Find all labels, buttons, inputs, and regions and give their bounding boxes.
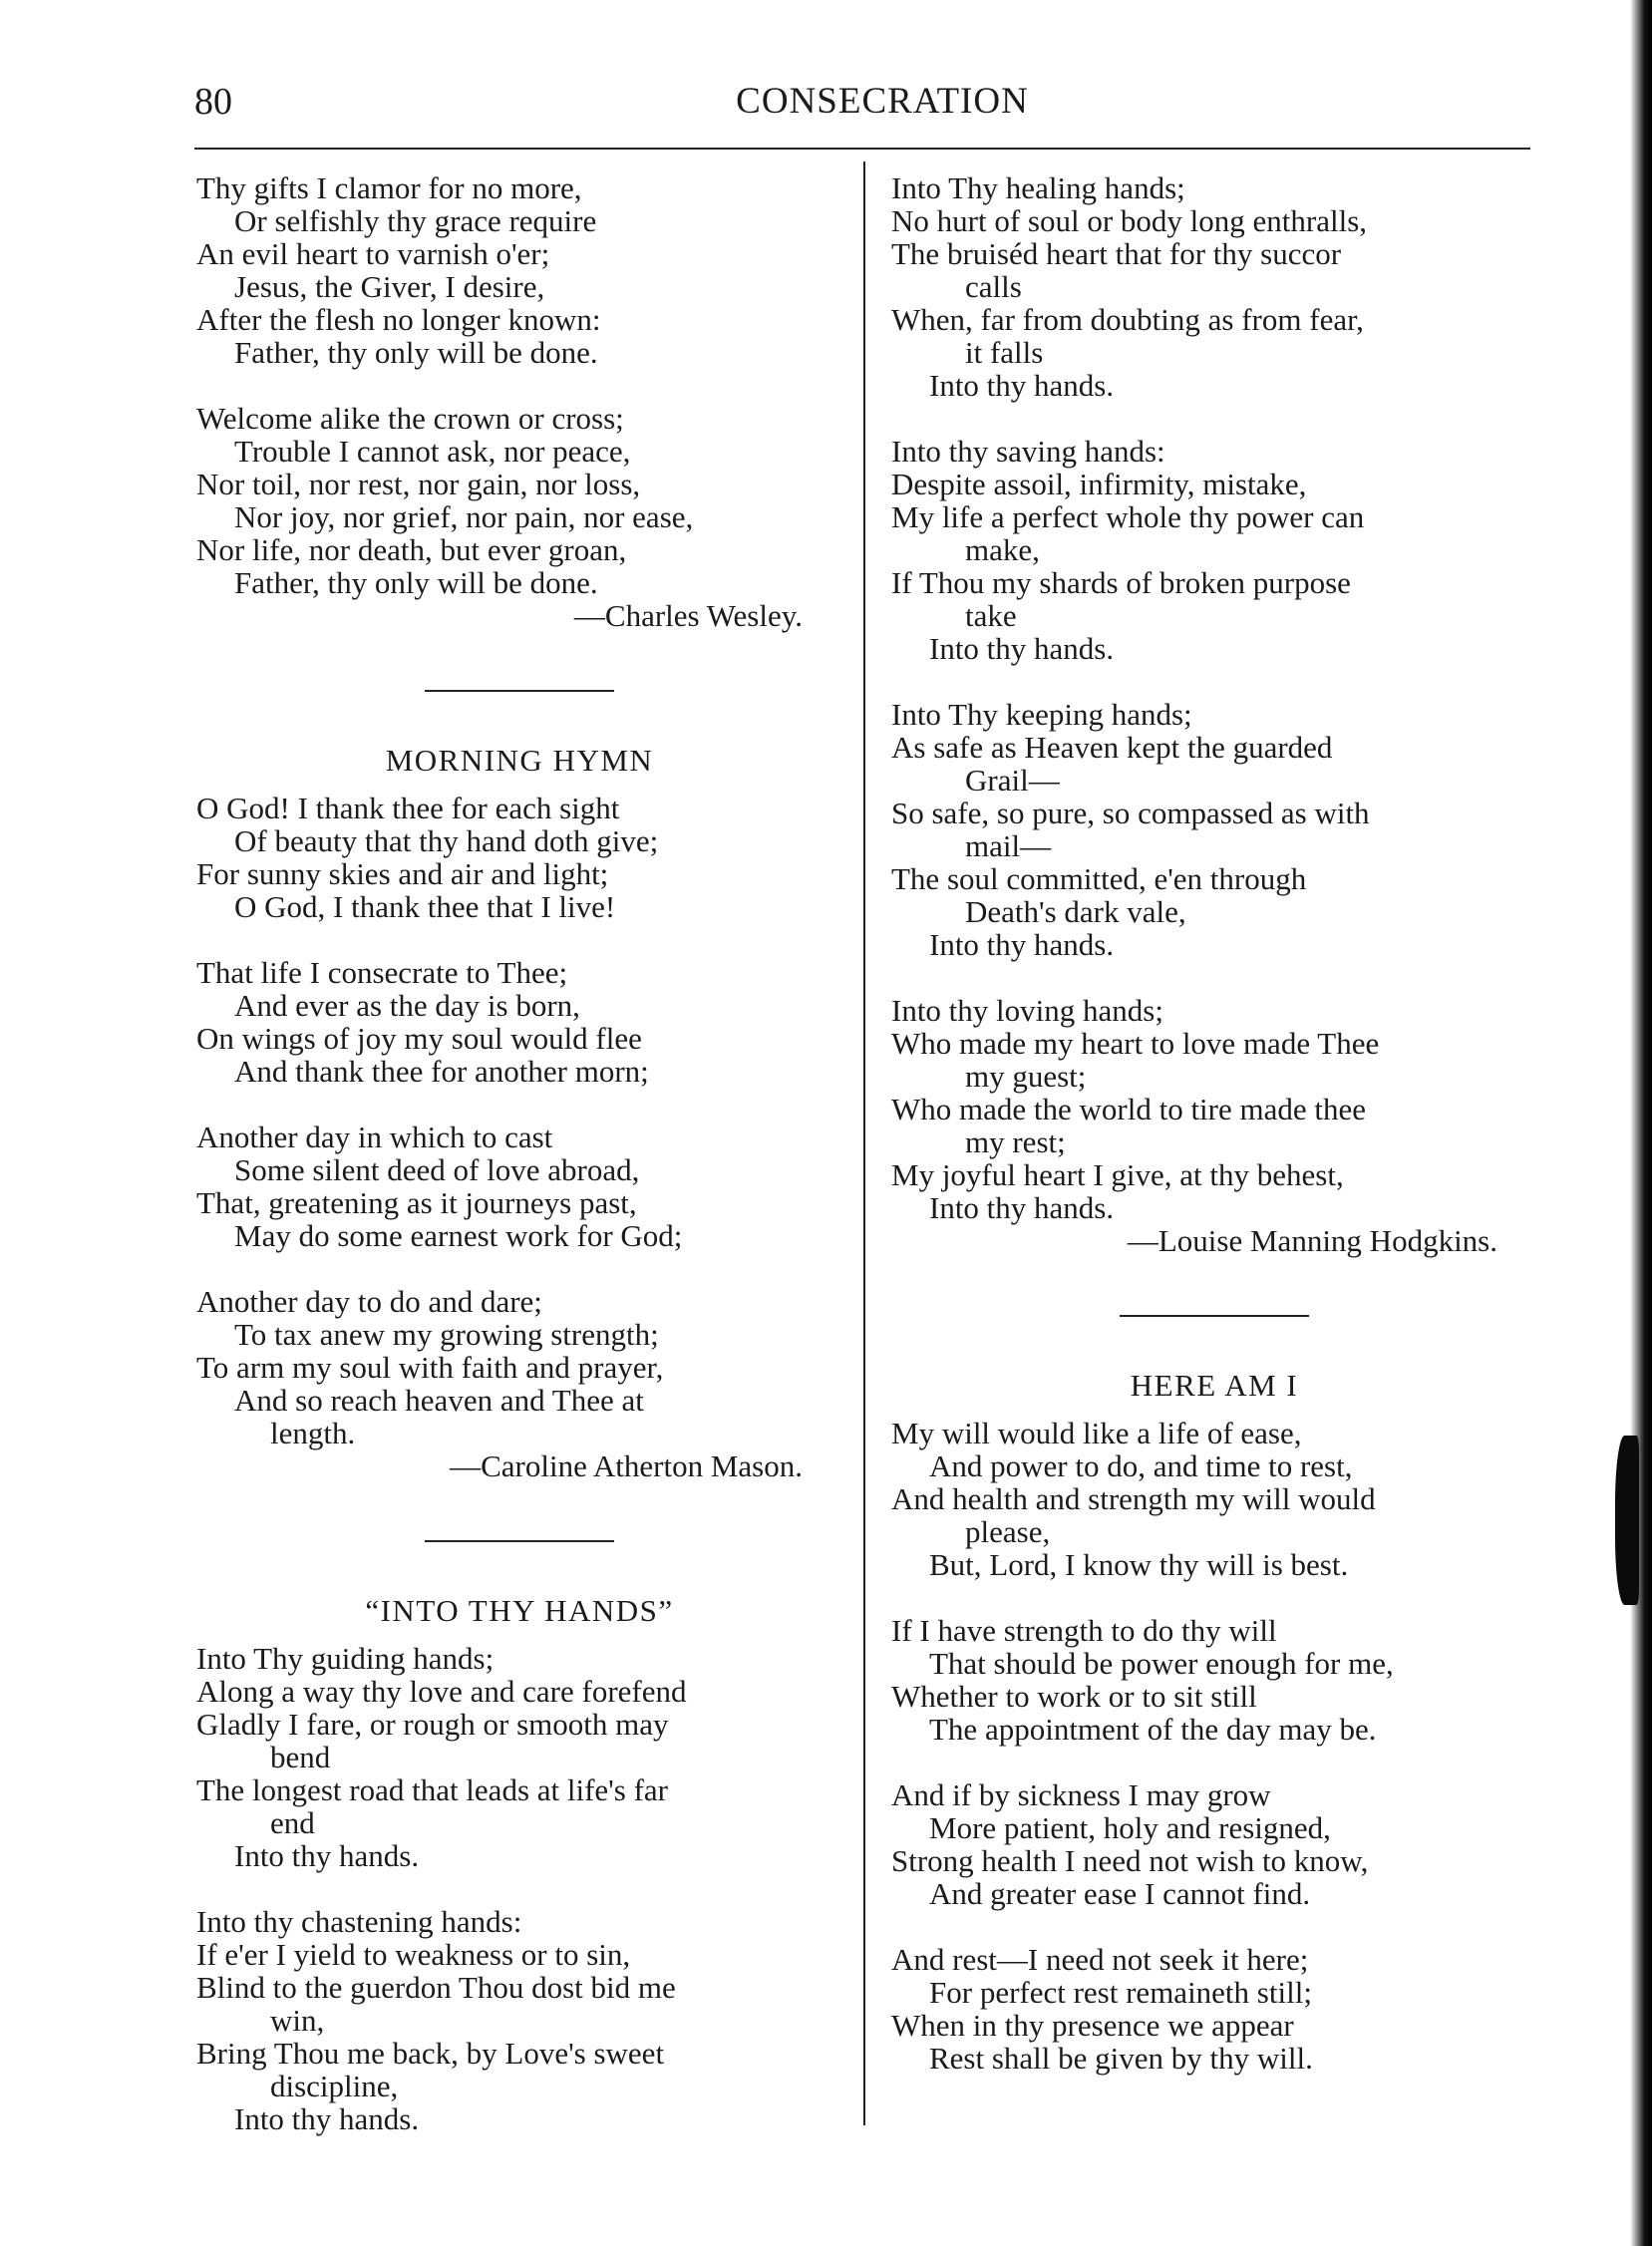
into-thy-hands-poem-continued	[891, 171, 1537, 1224]
verse-line: Who made the world to tire made thee	[891, 1092, 1367, 1126]
verse-line: Father, thy only will be done.	[234, 565, 598, 600]
stanza	[891, 994, 1537, 1224]
section-separator	[1120, 1315, 1309, 1317]
verse-line: And ever as the day is born,	[234, 988, 580, 1023]
morning-hymn-title: MORNING HYMN	[385, 743, 654, 778]
verse-line: Into thy hands.	[929, 927, 1115, 962]
stanza	[891, 1778, 1537, 1910]
verse-line: The soul committed, e'en through	[891, 861, 1307, 896]
verse-line: On wings of joy my soul would flee	[196, 1021, 642, 1056]
verse-line: Bring Thou me back, by Love's sweet	[196, 2036, 665, 2071]
verse-line: That should be power enough for me,	[929, 1646, 1394, 1681]
verse-line: The longest road that leads at life's far	[196, 1772, 668, 1807]
verse-line: Into Thy keeping hands;	[891, 697, 1192, 732]
stanza	[891, 1943, 1537, 2075]
verse-line: To arm my soul with faith and prayer,	[196, 1350, 664, 1385]
verse-line: Into Thy healing hands;	[891, 170, 1185, 205]
verse-line: The bruiséd heart that for thy succor	[891, 236, 1342, 271]
page-header	[194, 80, 1530, 140]
page-number: 80	[194, 81, 232, 123]
column-divider	[863, 161, 865, 2125]
verse-line: And rest—I need not seek it here;	[891, 1942, 1309, 1977]
verse-line: end	[270, 1805, 315, 1840]
verse-line: Gladly I fare, or rough or smooth may	[196, 1707, 669, 1742]
verse-line: That, greatening as it journeys past,	[196, 1185, 637, 1220]
stanza	[196, 1905, 842, 2135]
verse-line: If Thou my shards of broken purpose	[891, 565, 1351, 600]
section-separator	[425, 690, 614, 692]
morning-hymn-poem	[196, 792, 842, 1449]
verse-line: Into thy hands.	[929, 1190, 1115, 1225]
verse-line: Into thy saving hands:	[891, 434, 1165, 469]
verse-line: Some silent deed of love abroad,	[234, 1152, 640, 1187]
right-column	[891, 171, 1537, 2107]
verse-line: Along a way thy love and care forefend	[196, 1674, 687, 1709]
verse-line: My will would like a life of ease,	[891, 1416, 1302, 1450]
into-thy-hands-title: “INTO THY HANDS”	[365, 1593, 674, 1628]
verse-line: Into Thy guiding hands;	[196, 1641, 495, 1676]
verse-line: And if by sickness I may grow	[891, 1777, 1271, 1812]
verse-line: mail—	[965, 828, 1052, 863]
verse-line: If I have strength to do thy will	[891, 1613, 1277, 1648]
verse-line: That life I consecrate to Thee;	[196, 955, 568, 990]
verse-line: To tax anew my growing strength;	[234, 1317, 659, 1352]
section-separator	[425, 1540, 614, 1542]
morning-hymn-attribution: —Caroline Atherton Mason.	[450, 1448, 803, 1483]
verse-line: Into thy hands.	[929, 368, 1115, 403]
stanza	[891, 1417, 1537, 1581]
verse-line: Of beauty that thy hand doth give;	[234, 823, 659, 858]
verse-line: Into thy hands.	[234, 2101, 420, 2136]
verse-line: Into thy loving hands;	[891, 993, 1163, 1028]
hodgkins-attribution: —Louise Manning Hodgkins.	[1127, 1223, 1497, 1258]
verse-line: please,	[965, 1514, 1051, 1549]
verse-line: And power to do, and time to rest,	[929, 1448, 1353, 1483]
stanza	[196, 1285, 842, 1449]
verse-line: Grail—	[965, 763, 1060, 798]
stanza	[891, 1614, 1537, 1746]
verse-line: When, far from doubting as from fear,	[891, 302, 1364, 337]
stanza	[196, 1121, 842, 1252]
running-title: CONSECRATION	[736, 81, 1029, 122]
verse-line: make,	[965, 532, 1040, 567]
verse-line: An evil heart to varnish o'er;	[196, 236, 550, 271]
verse-line: Another day in which to cast	[196, 1120, 553, 1154]
verse-line: And so reach heaven and Thee at	[234, 1383, 644, 1418]
left-column	[196, 171, 842, 2168]
verse-line: O God! I thank thee for each sight	[196, 791, 620, 825]
verse-line: Nor joy, nor grief, nor pain, nor ease,	[234, 499, 694, 534]
verse-line: Blind to the guerdon Thou dost bid me	[196, 1970, 676, 2005]
verse-line: calls	[965, 269, 1022, 304]
verse-line: Whether to work or to sit still	[891, 1679, 1257, 1714]
verse-line: No hurt of soul or body long enthralls,	[891, 203, 1368, 238]
verse-line: Trouble I cannot ask, nor peace,	[234, 434, 631, 469]
stanza	[196, 956, 842, 1088]
verse-line: Into thy hands.	[234, 1838, 420, 1873]
wesley-attribution: —Charles Wesley.	[573, 598, 803, 633]
verse-line: When in thy presence we appear	[891, 2008, 1294, 2043]
verse-line: Into thy hands.	[929, 631, 1115, 666]
verse-line: Who made my heart to love made Thee	[891, 1026, 1380, 1061]
stanza	[891, 171, 1537, 402]
verse-line: For sunny skies and air and light;	[196, 856, 609, 891]
verse-line: Another day to do and dare;	[196, 1284, 542, 1319]
here-am-i-poem	[891, 1417, 1537, 2075]
verse-line: And thank thee for another morn;	[234, 1054, 649, 1089]
verse-line: And greater ease I cannot find.	[929, 1876, 1311, 1911]
verse-line: My life a perfect whole thy power can	[891, 499, 1365, 534]
verse-line: But, Lord, I know thy will is best.	[929, 1547, 1349, 1582]
ink-smudge	[1615, 1436, 1639, 1605]
verse-line: Jesus, the Giver, I desire,	[234, 269, 545, 304]
verse-line: O God, I thank thee that I live!	[234, 889, 616, 924]
verse-line: discipline,	[270, 2069, 399, 2103]
here-am-i-title: HERE AM I	[1130, 1368, 1299, 1403]
stanza	[196, 402, 842, 599]
page-edge-shadow	[1630, 0, 1652, 2246]
stanza	[891, 698, 1537, 961]
verse-line: Despite assoil, infirmity, mistake,	[891, 467, 1307, 501]
into-thy-hands-poem	[196, 1642, 842, 2135]
verse-line: Death's dark vale,	[965, 894, 1186, 929]
verse-line: For perfect rest remaineth still;	[929, 1975, 1312, 2010]
verse-line: Father, thy only will be done.	[234, 335, 598, 370]
verse-line: Nor toil, nor rest, nor gain, nor loss,	[196, 467, 641, 501]
verse-line: win,	[270, 2003, 325, 2038]
verse-line: bend	[270, 1740, 331, 1774]
stanza	[891, 435, 1537, 665]
verse-line: Strong health I need not wish to know,	[891, 1843, 1369, 1878]
verse-line: Or selfishly thy grace require	[234, 203, 597, 238]
verse-line: And health and strength my will would	[891, 1481, 1376, 1516]
header-rule	[194, 148, 1530, 150]
verse-line: More patient, holy and resigned,	[929, 1810, 1331, 1845]
verse-line: After the flesh no longer known:	[196, 302, 601, 337]
verse-line: Welcome alike the crown or cross;	[196, 401, 624, 436]
verse-line: length.	[270, 1416, 356, 1450]
verse-line: The appointment of the day may be.	[929, 1712, 1377, 1747]
verse-line: my rest;	[965, 1124, 1066, 1159]
verse-line: take	[965, 598, 1017, 633]
wesley-poem	[196, 171, 842, 599]
stanza	[196, 792, 842, 923]
verse-line: it falls	[965, 335, 1044, 370]
verse-line: Thy gifts I clamor for no more,	[196, 170, 582, 205]
verse-line: So safe, so pure, so compassed as with	[891, 796, 1370, 830]
verse-line: Nor life, nor death, but ever groan,	[196, 532, 627, 567]
verse-line: May do some earnest work for God;	[234, 1218, 683, 1253]
stanza	[196, 171, 842, 369]
verse-line: My joyful heart I give, at thy behest,	[891, 1157, 1344, 1192]
verse-line: my guest;	[965, 1059, 1087, 1094]
verse-line: Rest shall be given by thy will.	[929, 2041, 1313, 2076]
verse-line: As safe as Heaven kept the guarded	[891, 730, 1333, 765]
verse-line: Into thy chastening hands:	[196, 1904, 522, 1939]
verse-line: If e'er I yield to weakness or to sin,	[196, 1937, 631, 1972]
stanza	[196, 1642, 842, 1872]
